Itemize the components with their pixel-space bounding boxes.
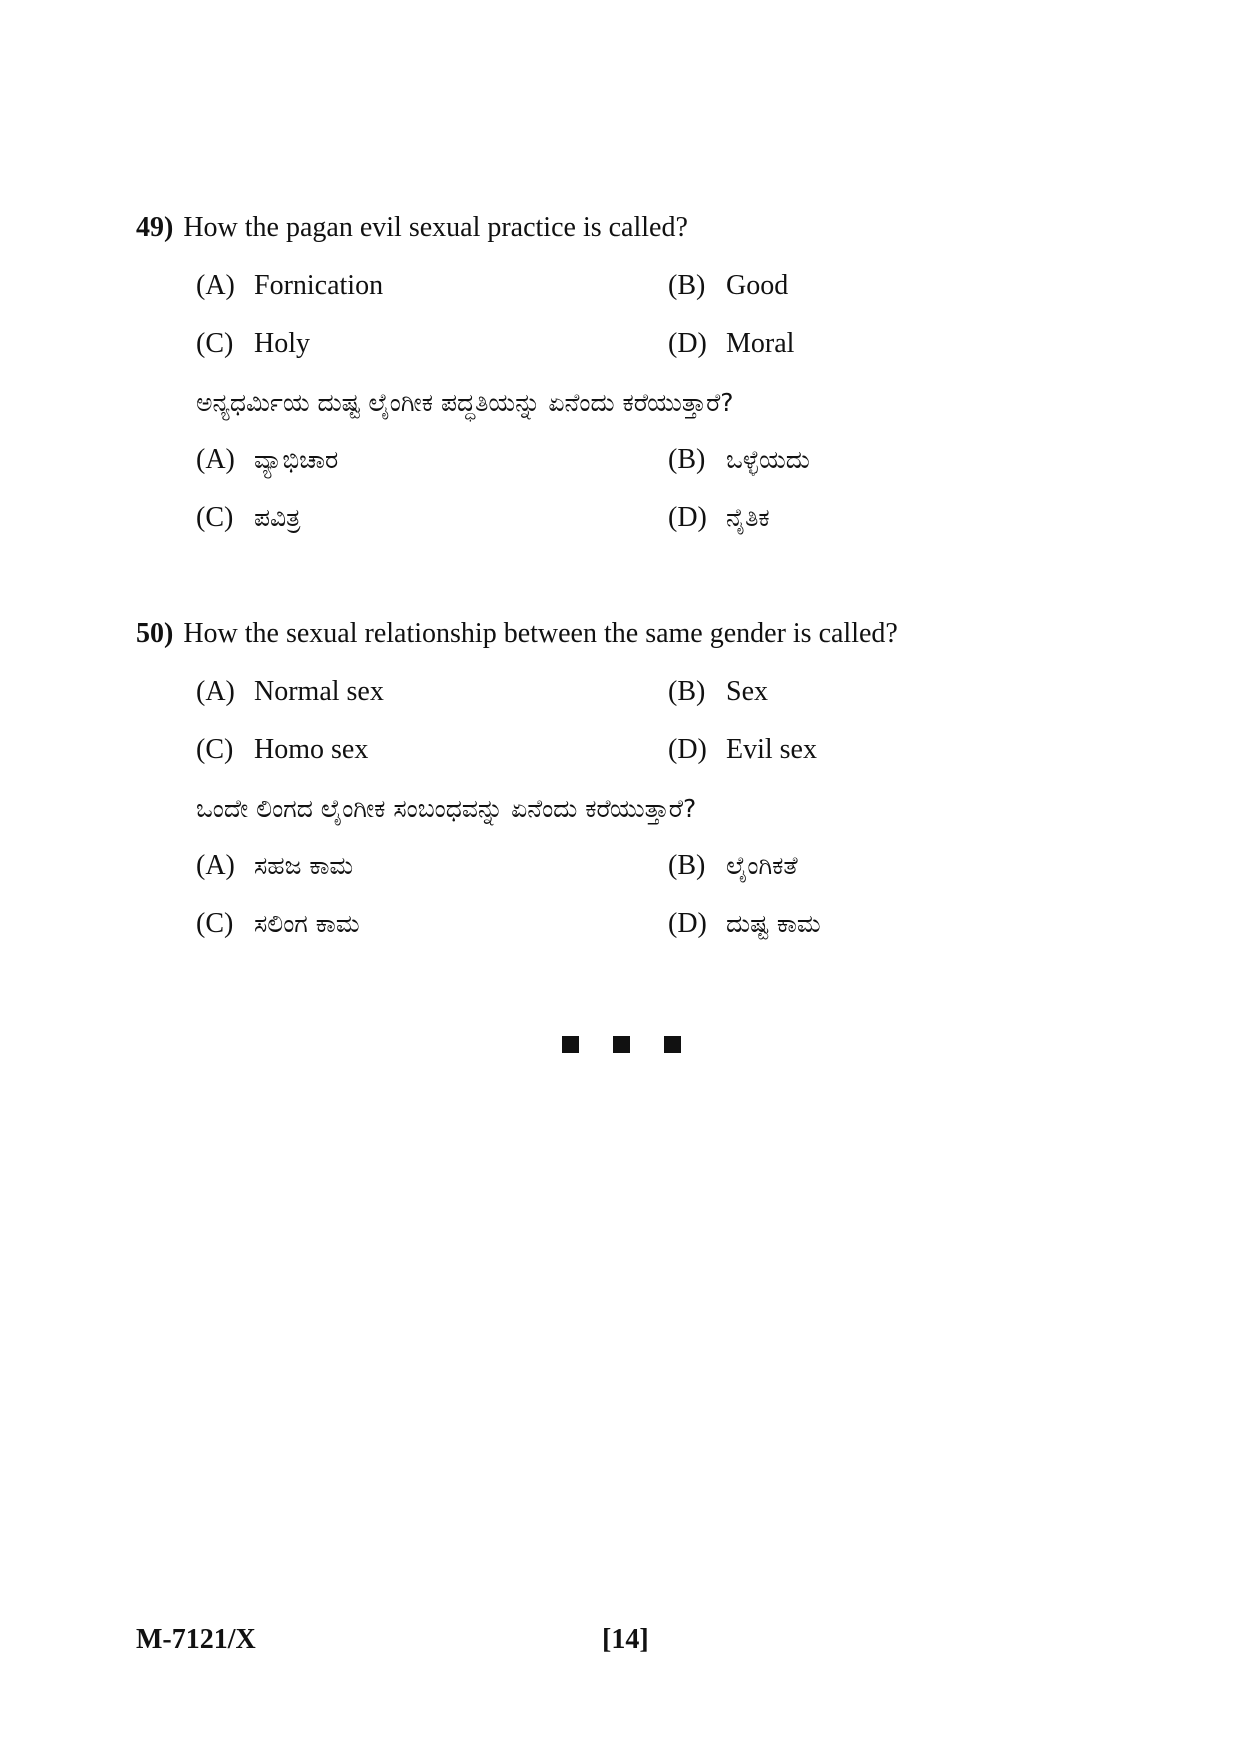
option-text: ನೈತಿಕ: [726, 503, 770, 532]
option-letter: (D): [668, 328, 707, 359]
option-text: ಒಳ್ಳೆಯದು: [726, 445, 810, 474]
end-square-mark: [613, 1036, 630, 1053]
section-end-marks: [562, 1036, 681, 1053]
page-number: [14]: [602, 1624, 649, 1655]
kannada-option-c: [196, 908, 360, 940]
option-text: ಸಹಜ ಕಾಮ: [254, 851, 354, 880]
option-a: [196, 676, 384, 708]
option-letter: (A): [196, 270, 235, 301]
option-text: Fornication: [254, 270, 384, 301]
option-c: [196, 328, 310, 360]
option-text: ಲೈಂಗಿಕತೆ: [726, 851, 798, 880]
kannada-option-d: [668, 908, 821, 940]
end-square-mark: [664, 1036, 681, 1053]
kannada-option-c: [196, 502, 300, 534]
option-letter: (C): [196, 734, 234, 765]
option-text: Good: [726, 270, 789, 301]
option-c: [196, 734, 368, 766]
question-number: 50): [136, 618, 174, 649]
question-text: How the sexual relationship between the same gender is called?: [183, 618, 898, 649]
option-letter: (C): [196, 908, 234, 939]
question-text-line: [136, 618, 898, 650]
kannada-question-text: ಅನ್ಯಧರ್ಮಿಯ ದುಷ್ಟ ಲೈಂಗೀಕ ಪದ್ಧತಿಯನ್ನು ಏನೆಂದು ಕರೆಯುತ್ತಾರೆ?: [196, 388, 734, 417]
option-text: ದುಷ್ಟ ಕಾಮ: [726, 909, 821, 938]
option-text: Sex: [726, 676, 768, 707]
option-b: [668, 676, 768, 708]
option-text: Normal sex: [254, 676, 384, 707]
option-text: Homo sex: [254, 734, 369, 765]
paper-code: M-7121/X: [136, 1624, 256, 1655]
kannada-option-a: [196, 850, 353, 882]
option-letter: (B): [668, 850, 706, 881]
question-text: How the pagan evil sexual practice is called?: [183, 212, 688, 243]
option-text: Moral: [726, 328, 795, 359]
option-letter: (C): [196, 328, 234, 359]
question-text-line: [136, 212, 688, 244]
option-d: [668, 734, 817, 766]
option-letter: (C): [196, 502, 234, 533]
kannada-option-d: [668, 502, 770, 534]
end-square-mark: [562, 1036, 579, 1053]
option-letter: (D): [668, 502, 707, 533]
option-letter: (A): [196, 676, 235, 707]
option-d: [668, 328, 794, 360]
option-text: Evil sex: [726, 734, 817, 765]
option-b: [668, 270, 788, 302]
kannada-option-b: [668, 850, 798, 882]
kannada-question-text: ಒಂದೇ ಲಿಂಗದ ಲೈಂಗೀಕ ಸಂಬಂಧವನ್ನು ಏನೆಂದು ಕರೆಯುತ್ತಾರೆ?: [196, 794, 697, 823]
option-letter: (D): [668, 908, 707, 939]
option-text: ವ್ಯಾಭಿಚಾರ: [254, 445, 339, 474]
option-text: ಪವಿತ್ರ: [254, 503, 301, 532]
option-letter: (A): [196, 850, 235, 881]
option-letter: (B): [668, 270, 706, 301]
option-letter: (B): [668, 676, 706, 707]
kannada-option-a: [196, 444, 338, 476]
option-text: ಸಲಿಂಗ ಕಾಮ: [254, 909, 360, 938]
kannada-option-b: [668, 444, 810, 476]
option-a: [196, 270, 383, 302]
question-number: 49): [136, 212, 174, 243]
option-letter: (B): [668, 444, 706, 475]
option-letter: (A): [196, 444, 235, 475]
option-letter: (D): [668, 734, 707, 765]
option-text: Holy: [254, 328, 310, 359]
